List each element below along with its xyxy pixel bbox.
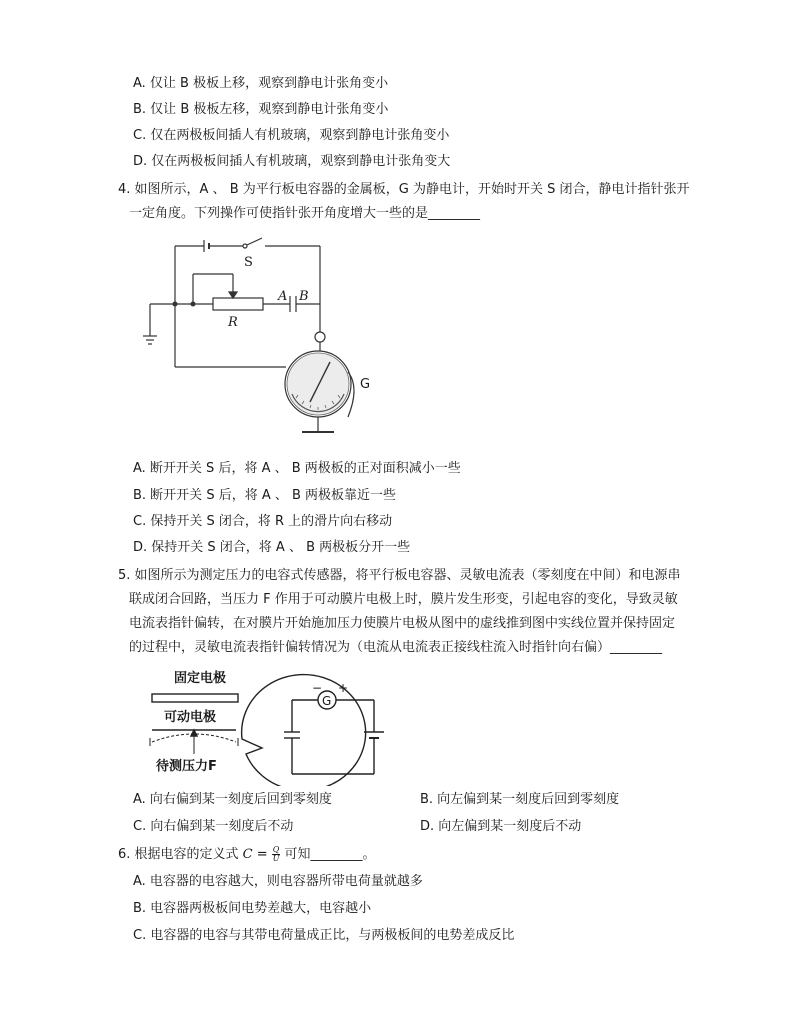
q3-option-c: C. 仅在两极板间插人有机玻璃，观察到静电计张角变小 xyxy=(133,128,450,143)
q6-option-a: A. 电容器的电容越大，则电容器所带电荷量就越多 xyxy=(133,874,423,889)
q6-stem xyxy=(118,846,376,864)
meter-label: G xyxy=(360,377,371,392)
formula-numerator: Q xyxy=(272,845,280,854)
q5-option-b: B. 向左偏到某一刻度后回到零刻度 xyxy=(420,792,620,807)
q6-stem-prefix: 6. 根据电容的定义式 xyxy=(118,847,243,862)
pressure-label: 待测压力F xyxy=(156,759,217,774)
q5-option-c: C. 向右偏到某一刻度后不动 xyxy=(133,819,294,834)
resistor-label: R xyxy=(228,315,238,330)
q6-option-b: B. 电容器两极板间电势差越大，电容越小 xyxy=(133,901,372,916)
q5-option-a: A. 向右偏到某一刻度后回到零刻度 xyxy=(133,792,332,807)
plate-b-label: B xyxy=(299,289,309,304)
q3-option-d: D. 仅在两极板间插人有机玻璃，观察到静电计张角变大 xyxy=(133,154,451,169)
circuit-node xyxy=(173,302,178,307)
q5-option-d: D. 向左偏到某一刻度后不动 xyxy=(420,819,582,834)
q4-circuit-figure xyxy=(140,232,380,456)
q3-option-b: B. 仅让 B 极板左移，观察到静电计张角变小 xyxy=(133,102,389,117)
movable-electrode-label: 可动电极 xyxy=(164,710,217,725)
galvanometer-label: G xyxy=(322,694,332,708)
plate-a-label: A xyxy=(278,289,288,304)
q4-option-a: A. 断开开关 S 后，将 A 、 B 两极板的正对面积减小一些 xyxy=(133,461,461,476)
switch-label: S xyxy=(244,255,253,270)
plus-terminal-label: + xyxy=(338,681,349,695)
q5-sensor-figure xyxy=(122,662,392,786)
q5-stem-line3: 电流表指针偏转，在对膜片开始施加压力使膜片电极从图中的虚线推到图中实线位置并保持固定 xyxy=(129,616,676,631)
q4-stem-line2: 一定角度。下列操作可使指针张开角度增大一些的是________ xyxy=(129,206,481,221)
circuit-node xyxy=(191,302,196,307)
q5-stem-line2: 联成闭合回路，当压力 F 作用于可动膜片电极上时，膜片发生形变，引起电容的变化，导致灵敏 xyxy=(129,592,678,607)
q6-stem-suffix: 可知________。 xyxy=(280,847,376,862)
q4-option-b: B. 断开开关 S 后，将 A 、 B 两极板靠近一些 xyxy=(133,488,397,503)
q5-stem-line4: 的过程中，灵敏电流表指针偏转情况为（电流从电流表正接线柱流入时指针向右偏）________ xyxy=(129,640,663,655)
formula-equals: = xyxy=(252,847,272,862)
q4-option-c: C. 保持开关 S 闭合，将 R 上的滑片向右移动 xyxy=(133,514,393,529)
formula-c: C xyxy=(242,847,253,862)
fixed-electrode-label: 固定电极 xyxy=(174,671,227,686)
minus-terminal-label: − xyxy=(312,681,323,695)
formula-denominator: U xyxy=(272,854,280,863)
q5-stem-line1: 5. 如图所示为测定压力的电容式传感器，将平行板电容器、灵敏电流表（零刻度在中间）和电源串 xyxy=(118,568,681,583)
q4-stem-line1: 4. 如图所示，A 、 B 为平行板电容器的金属板，G 为静电计，开始时开关 S 闭合，静电计指针张开 xyxy=(118,182,690,197)
q3-option-a: A. 仅让 B 极板上移，观察到静电计张角变小 xyxy=(133,76,389,91)
q6-option-c: C. 电容器的电容与其带电荷量成正比，与两极板间的电势差成反比 xyxy=(133,928,515,943)
q4-option-d: D. 保持开关 S 闭合，将 A 、 B 两极板分开一些 xyxy=(133,540,411,555)
